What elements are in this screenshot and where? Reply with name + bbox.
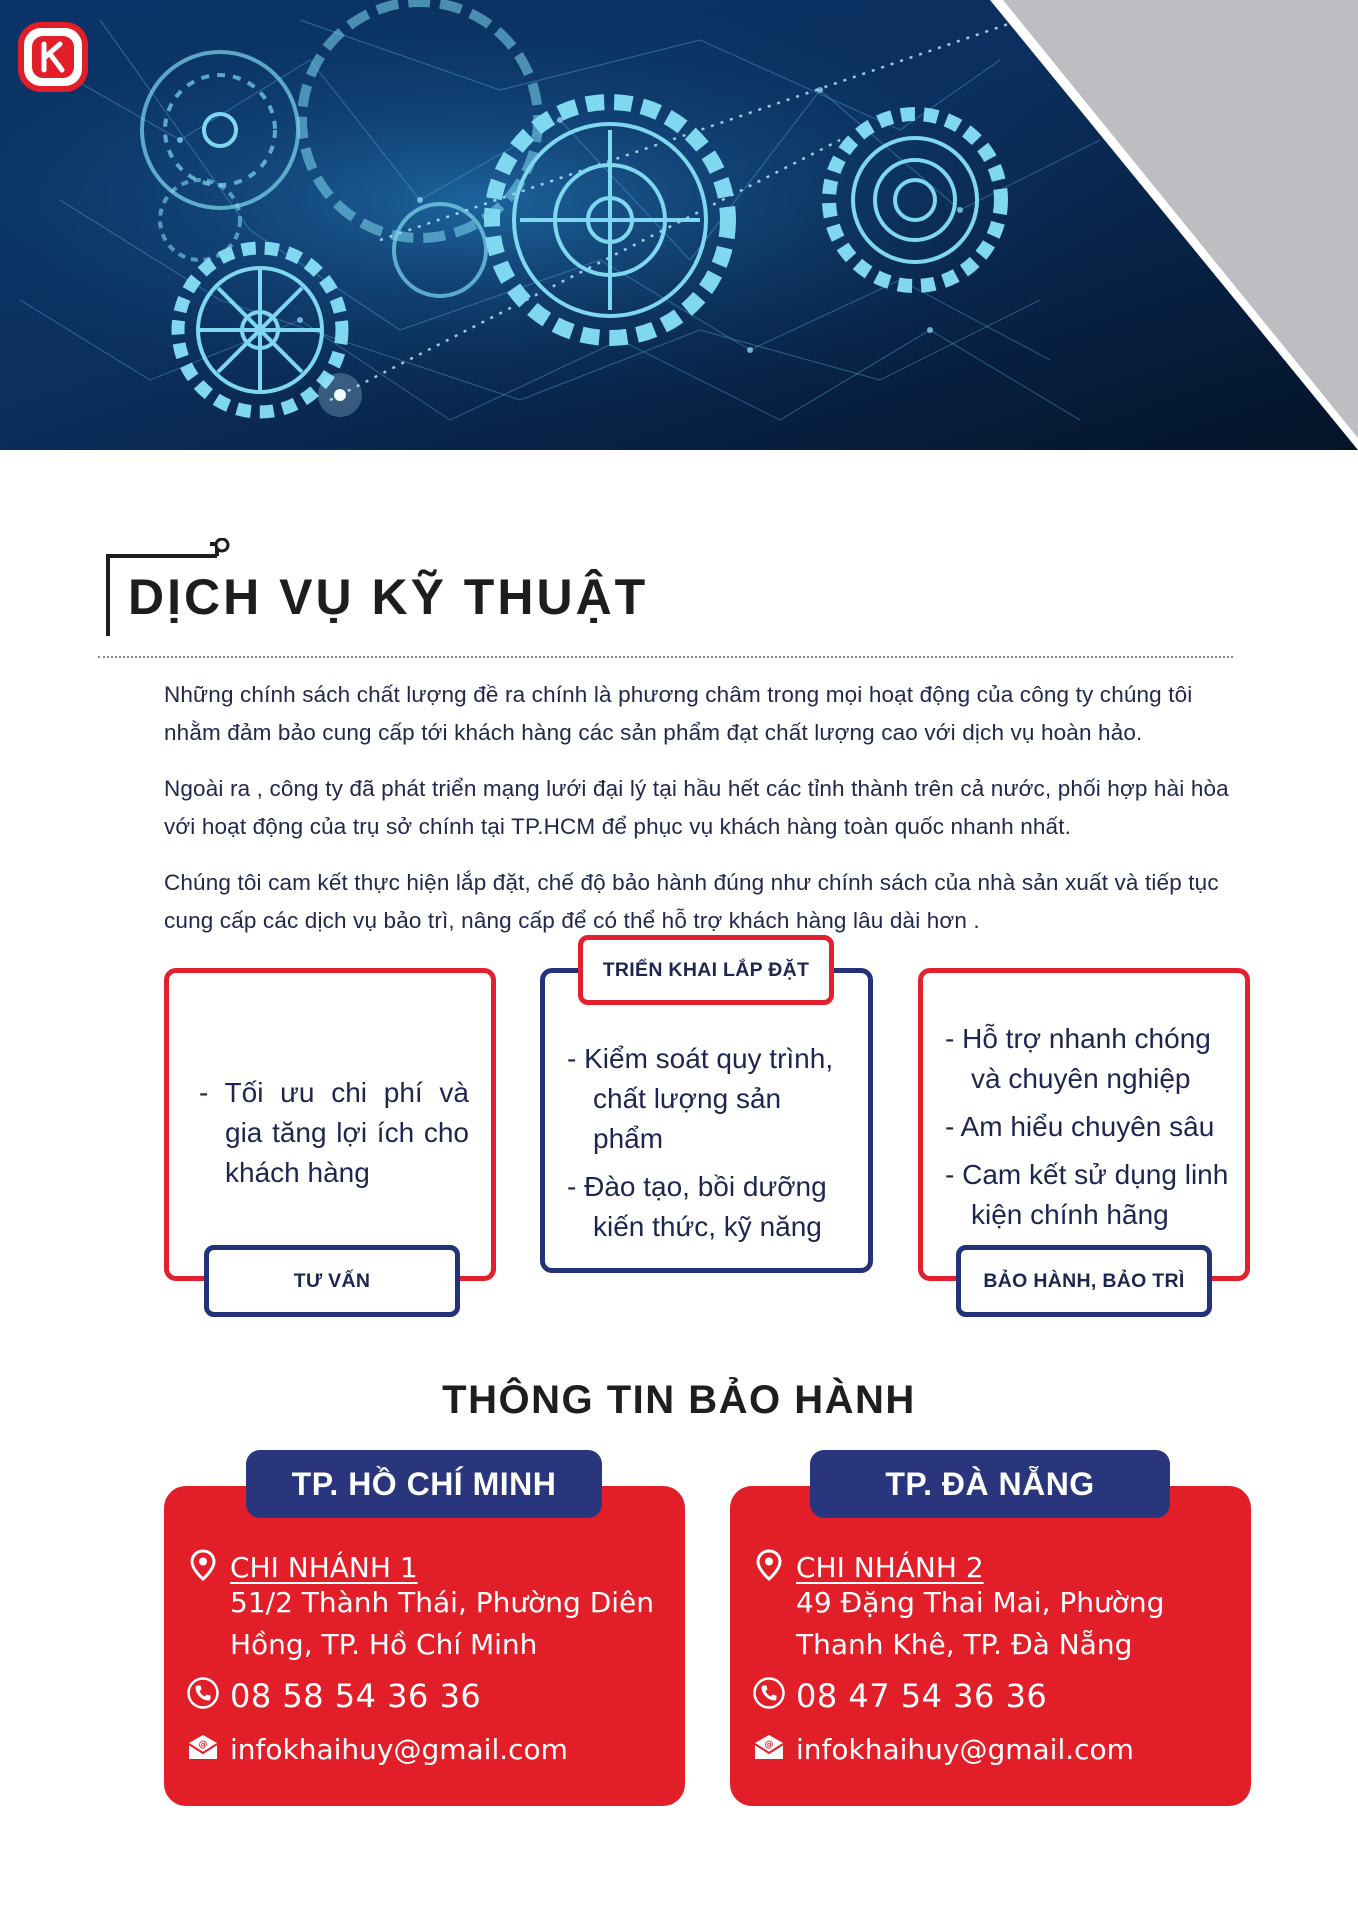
- card-item: - Đào tạo, bồi dưỡng kiến thức, kỹ năng: [567, 1171, 827, 1242]
- header-banner: [0, 0, 1358, 450]
- company-logo: [18, 22, 88, 92]
- branch-phone[interactable]: 08 58 54 36 36: [230, 1677, 482, 1715]
- branch-phone[interactable]: 08 47 54 36 36: [796, 1677, 1048, 1715]
- intro-paragraph-3: Chúng tôi cam kết thực hiện lắp đặt, chế độ bảo hành đúng như chính sách của nhà sản xuất và tiếp tục cung cấp các dịch vụ bảo trì, nâng cấp để có thể hỗ trợ khách hàng lâu dài hơn .: [164, 870, 1219, 933]
- service-card-consulting: [164, 968, 496, 1281]
- card-item: - Tối ưu chi phí và gia tăng lợi ích cho khách hàng: [199, 1077, 469, 1188]
- card-item: - Cam kết sử dụng linh kiện chính hãng: [945, 1159, 1229, 1230]
- phone-icon: [752, 1676, 786, 1710]
- dotted-divider: [98, 656, 1233, 658]
- card-item: - Kiểm soát quy trình, chất lượng sản phẩm: [567, 1043, 834, 1154]
- warranty-title: THÔNG TIN BẢO HÀNH: [442, 1378, 916, 1422]
- service-card-warranty: [918, 968, 1250, 1281]
- branch-address: 51/2 Thành Thái, Phường Diên Hồng, TP. Hồ Chí Minh: [230, 1586, 655, 1661]
- label-consulting: TƯ VẤN: [204, 1245, 460, 1317]
- page-title: DỊCH VỤ KỸ THUẬT: [128, 569, 649, 625]
- branch-email[interactable]: infokhaihuy@gmail.com: [796, 1733, 1134, 1766]
- svg-text:@: @: [764, 1740, 774, 1750]
- location-pin-icon: [186, 1548, 220, 1582]
- gears-technology-background: [0, 0, 1358, 450]
- city-tab-danang: TP. ĐÀ NẴNG: [810, 1450, 1170, 1518]
- branch-email[interactable]: infokhaihuy@gmail.com: [230, 1733, 568, 1766]
- label-installation: TRIỂN KHAI LẮP ĐẶT: [578, 935, 834, 1005]
- card-item: - Am hiểu chuyên sâu: [945, 1111, 1215, 1142]
- email-icon: [752, 1730, 786, 1764]
- branch-address: 49 Đặng Thai Mai, Phường Thanh Khê, TP. Đà Nẵng: [796, 1586, 1165, 1661]
- city-tab-hcm: TP. HỒ CHÍ MINH: [246, 1450, 602, 1518]
- service-card-installation: [540, 968, 873, 1273]
- section-heading: [98, 538, 758, 648]
- label-warranty: BẢO HÀNH, BẢO TRÌ: [956, 1245, 1212, 1317]
- email-icon: [186, 1730, 220, 1764]
- phone-icon: [186, 1676, 220, 1710]
- branch-name: CHI NHÁNH 2: [796, 1551, 984, 1584]
- branch-card-hcm: [164, 1486, 685, 1806]
- intro-paragraph-2: Ngoài ra , công ty đã phát triển mạng lưới đại lý tại hầu hết các tỉnh thành trên cả nước, phối hợp hài hòa với hoạt động của trụ sở chính tại TP.HCM để phục vụ khách hàng toàn quốc nhanh nhất.: [164, 776, 1229, 839]
- branch-card-danang: [730, 1486, 1251, 1806]
- svg-text:@: @: [198, 1740, 208, 1750]
- intro-paragraph-1: Những chính sách chất lượng đề ra chính là phương châm trong mọi hoạt động của công ty chúng tôi nhằm đảm bảo cung cấp tới khách hàng các sản phẩm đạt chất lượng cao với dịch vụ hoàn hảo.: [164, 682, 1193, 745]
- card-item: - Hỗ trợ nhanh chóng và chuyên nghiệp: [945, 1023, 1211, 1094]
- branch-name: CHI NHÁNH 1: [230, 1551, 418, 1584]
- location-pin-icon: [752, 1548, 786, 1582]
- intro-text: [164, 676, 1254, 958]
